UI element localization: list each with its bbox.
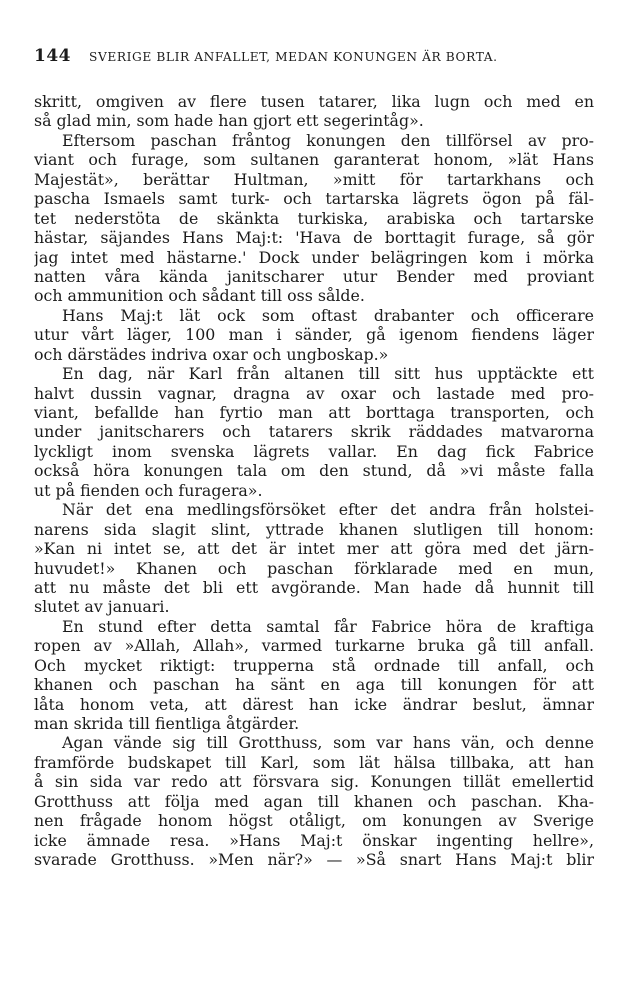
text-line: icke ämnade resa. »Hans Maj:t önskar ingenting hellre», — [34, 830, 594, 850]
text-line: khanen och paschan ha sänt en aga till konungen för att — [34, 675, 594, 695]
body-text — [34, 92, 594, 870]
text-line: lyckligt inom svenska lägrets vallar. En dag fick Fabrice — [34, 441, 594, 461]
text-line: ropen av »Allah, Allah», varmed turkarne bruka gå till anfall. — [34, 636, 594, 656]
text-line: ut på fienden och furagera». — [34, 480, 263, 500]
page-number: 144 — [34, 46, 71, 66]
text-line: svarade Grotthuss. »Men när?» — »Så snart Hans Maj:t blir — [34, 850, 594, 870]
text-line: pascha Ismaels samt turk- och tartarska lägrets ögon på fäl- — [34, 189, 594, 209]
text-line: att nu måste det bli ett avgörande. Man hade då hunnit till — [34, 577, 594, 597]
text-line: En dag, när Karl från altanen till sitt hus upptäckte ett — [62, 364, 594, 384]
text-line: skritt, omgiven av flere tusen tatarer, lika lugn och med en — [34, 92, 594, 111]
text-line: »Kan ni intet se, att det är intet mer att göra med det järn- — [34, 539, 594, 559]
text-line: hästar, säjandes Hans Maj:t: 'Hava de borttagit furage, så gör — [34, 228, 594, 248]
text-line: slutet av januari. — [34, 597, 170, 617]
text-line: å sin sida var redo att försvara sig. Konungen tillät emellertid — [34, 772, 594, 792]
text-line: också höra konungen tala om den stund, då »vi måste falla — [34, 461, 594, 481]
text-line: huvudet!» Khanen och paschan förklarade med en mun, — [34, 558, 594, 578]
text-line: Grotthuss att följa med agan till khanen och paschan. Kha- — [34, 791, 594, 811]
text-line: Och mycket riktigt: trupperna stå ordnade till anfall, och — [34, 655, 594, 675]
page-header — [34, 46, 594, 78]
text-line: och ammunition och sådant till oss sålde. — [34, 286, 365, 306]
text-line: När det ena medlingsförsöket efter det andra från holstei- — [62, 500, 594, 520]
text-line: Hans Maj:t lät ock som oftast drabanter och officerare — [62, 305, 594, 325]
running-head: SVERIGE BLIR ANFALLET, MEDAN KONUNGEN ÄR BORTA. — [89, 50, 498, 64]
text-line: utur vårt läger, 100 man i sänder, gå igenom fiendens läger — [34, 325, 594, 345]
text-line: viant, befallde han fyrtio man att borttaga transporten, och — [34, 403, 594, 422]
text-line: framförde budskapet till Karl, som lät hälsa tillbaka, att han — [34, 752, 594, 772]
text-line: En stund efter detta samtal får Fabrice höra de kraftiga — [62, 616, 594, 636]
text-line: viant och furage, som sultanen garanterat honom, »lät Hans — [34, 150, 594, 170]
text-line: så glad min, som hade han gjort ett segerintåg». — [34, 111, 424, 131]
text-line: man skrida till fientliga åtgärder. — [34, 714, 300, 733]
text-line: natten våra kända janitscharer utur Bender med proviant — [34, 266, 594, 286]
text-line: Agan vände sig till Grotthuss, som var hans vän, och denne — [62, 733, 594, 753]
text-line: och därstädes indriva oxar och ungboskap.» — [34, 344, 389, 364]
text-line: låta honom veta, att därest han icke ändrar beslut, ämnar — [34, 694, 594, 714]
text-line: Eftersom paschan fråntog konungen den tillförsel av pro- — [62, 130, 594, 150]
text-line: under janitscharers och tatarers skrik räddades matvarorna — [34, 422, 594, 442]
text-line: narens sida slagit slint, yttrade khanen slutligen till honom: — [34, 519, 594, 539]
text-line: halvt dussin vagnar, dragna av oxar och lastade med pro- — [34, 383, 594, 403]
text-line: jag intet med hästarne.' Dock under belägringen kom i mörka — [34, 247, 594, 267]
text-line: Majestät», berättar Hultman, »mitt för tartarkhans och — [34, 169, 594, 189]
text-line: nen frågade honom högst otåligt, om konungen av Sverige — [34, 811, 594, 831]
book-page — [34, 46, 594, 870]
text-line: tet nederstöta de skänkta turkiska, arabiska och tartarske — [34, 208, 594, 228]
